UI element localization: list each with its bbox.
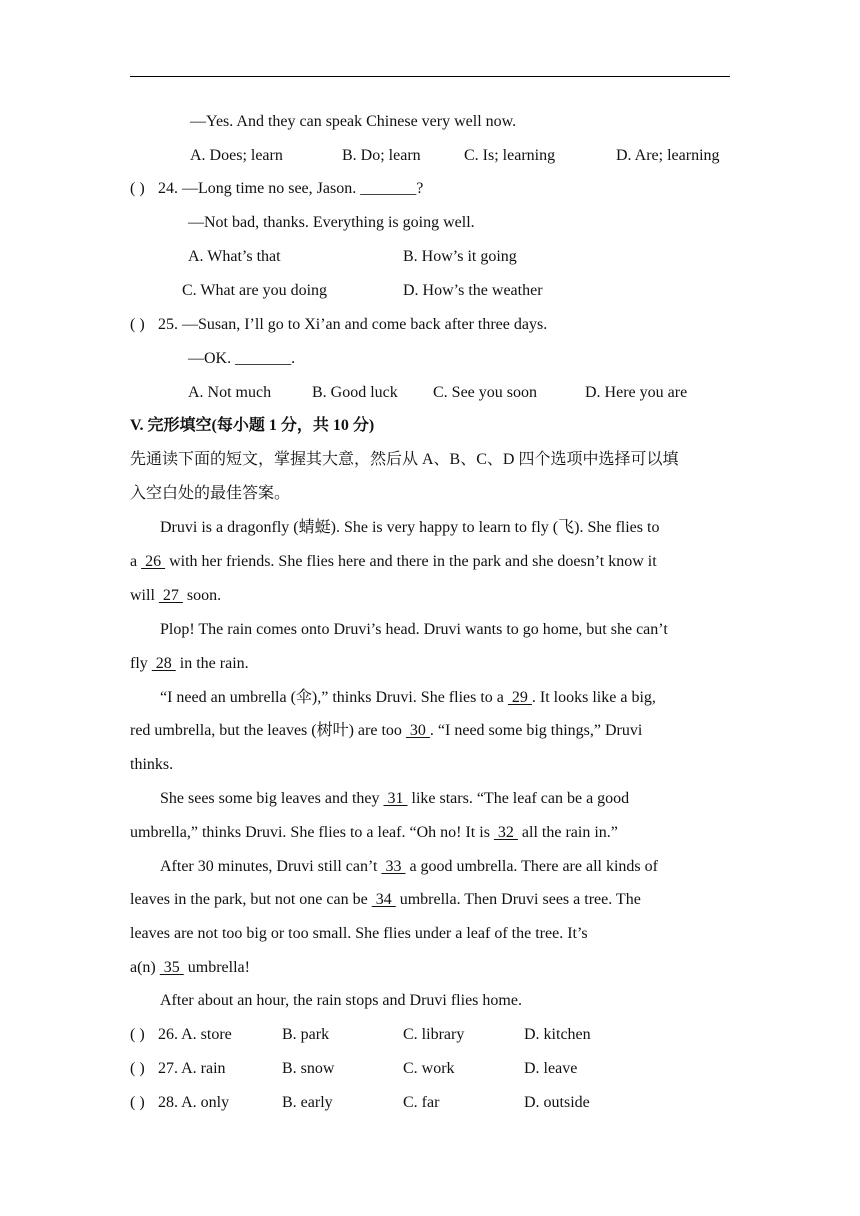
q28-answer-paren: ( ) [130,1094,145,1111]
q25-stem: 25. —Susan, I’ll go to Xi’an and come back after three days. [158,316,548,333]
passage-text: She sees some big leaves and they [160,790,384,807]
q27-answer-paren: ( ) [130,1060,145,1077]
q23-option-c: C. Is; learning [464,147,556,164]
blank-26: 26 [141,553,166,570]
q25-option-c: C. See you soon [433,384,537,401]
q27-option-b: B. snow [282,1060,335,1077]
passage-text: soon. [182,587,222,604]
q24-reply: —Not bad, thanks. Everything is going well. [188,214,475,231]
blank-29: 29 [507,689,532,706]
header-rule [130,76,730,77]
passage-text: umbrella. Then Druvi sees a tree. The [395,891,641,908]
passage-text: fly [130,655,152,672]
passage-line: Druvi is a dragonfly (蜻蜓). She is very happy to learn to fly (飞). She flies to [160,519,660,536]
passage-line [130,823,618,843]
q26-option-b: B. park [282,1026,330,1043]
q24-option-c: C. What are you doing [182,282,328,299]
q23-option-d: D. Are; learning [616,147,720,164]
passage-text: with her friends. She flies here and there in the park and she doesn’t know it [165,553,657,570]
passage-line [130,958,250,978]
passage-line [130,586,221,606]
q24-option-b: B. How’s it going [403,248,517,265]
passage-text: in the rain. [175,655,249,672]
passage-text: umbrella,” thinks Druvi. She flies to a leaf. “Oh no! It is [130,824,494,841]
blank-35: 35 [159,959,184,976]
q24-stem: 24. —Long time no see, Jason. _______? [158,180,424,197]
passage-text: all the rain in.” [517,824,618,841]
q26-option-c: C. library [403,1026,465,1043]
blank-28: 28 [151,655,176,672]
blank-32: 32 [493,824,518,841]
q28-option-c: C. far [403,1094,440,1111]
passage-line [130,721,642,741]
q27-option-a: 27. A. rain [158,1060,226,1077]
blank-33: 33 [381,858,406,875]
blank-34: 34 [371,891,396,908]
q25-answer-paren: ( ) [130,316,145,333]
passage-text: “I need an umbrella (伞),” thinks Druvi. She flies to a [160,689,508,706]
passage-text: a [130,553,142,570]
passage-text: like stars. “The leaf can be a good [407,790,630,807]
passage-text: . It looks like a big, [531,689,656,706]
passage-line: After about an hour, the rain stops and Druvi flies home. [160,992,522,1009]
passage-line [160,688,656,708]
passage-text: red umbrella, but the leaves (树叶) are too [130,722,406,739]
q24-option-a: A. What’s that [188,248,281,265]
passage-text: a good umbrella. There are all kinds of [405,858,658,875]
passage-line [160,857,658,877]
q26-answer-paren: ( ) [130,1026,145,1043]
passage-line [160,789,629,809]
q28-option-a: 28. A. only [158,1094,230,1111]
q23-option-b: B. Do; learn [342,147,421,164]
passage-line [130,654,249,674]
q27-option-d: D. leave [524,1060,578,1077]
section-instruction-line2: 入空白处的最佳答案。 [130,485,291,502]
passage-text: a(n) [130,959,160,976]
section-heading: V. 完形填空(每小题 1 分，共 10 分) [130,417,375,434]
blank-31: 31 [383,790,408,807]
passage-line: leaves are not too big or too small. She flies under a leaf of the tree. It’s [130,925,588,942]
q25-reply: —OK. _______. [188,350,296,367]
passage-line: Plop! The rain comes onto Druvi’s head. Druvi wants to go home, but she can’t [160,621,668,638]
q25-option-a: A. Not much [188,384,272,401]
blank-30: 30 [405,722,430,739]
passage-line: thinks. [130,756,174,773]
q26-option-a: 26. A. store [158,1026,232,1043]
passage-line [130,552,657,572]
q24-option-d: D. How’s the weather [403,282,543,299]
passage-text: leaves in the park, but not one can be [130,891,372,908]
passage-text: After 30 minutes, Druvi still can’t [160,858,382,875]
passage-text: . “I need some big things,” Druvi [429,722,643,739]
passage-line [130,890,641,910]
passage-text: will [130,587,159,604]
q23-option-a: A. Does; learn [190,147,283,164]
q27-option-c: C. work [403,1060,455,1077]
q24-answer-paren: ( ) [130,180,145,197]
q25-option-d: D. Here you are [585,384,688,401]
blank-27: 27 [158,587,183,604]
section-instruction-line1: 先通读下面的短文，掌握其大意，然后从 A、B、C、D 四个选项中选择可以填 [130,451,679,468]
q25-option-b: B. Good luck [312,384,398,401]
q28-option-b: B. early [282,1094,333,1111]
q23-reply: —Yes. And they can speak Chinese very well now. [190,113,517,130]
passage-text: umbrella! [183,959,250,976]
q26-option-d: D. kitchen [524,1026,591,1043]
q28-option-d: D. outside [524,1094,590,1111]
